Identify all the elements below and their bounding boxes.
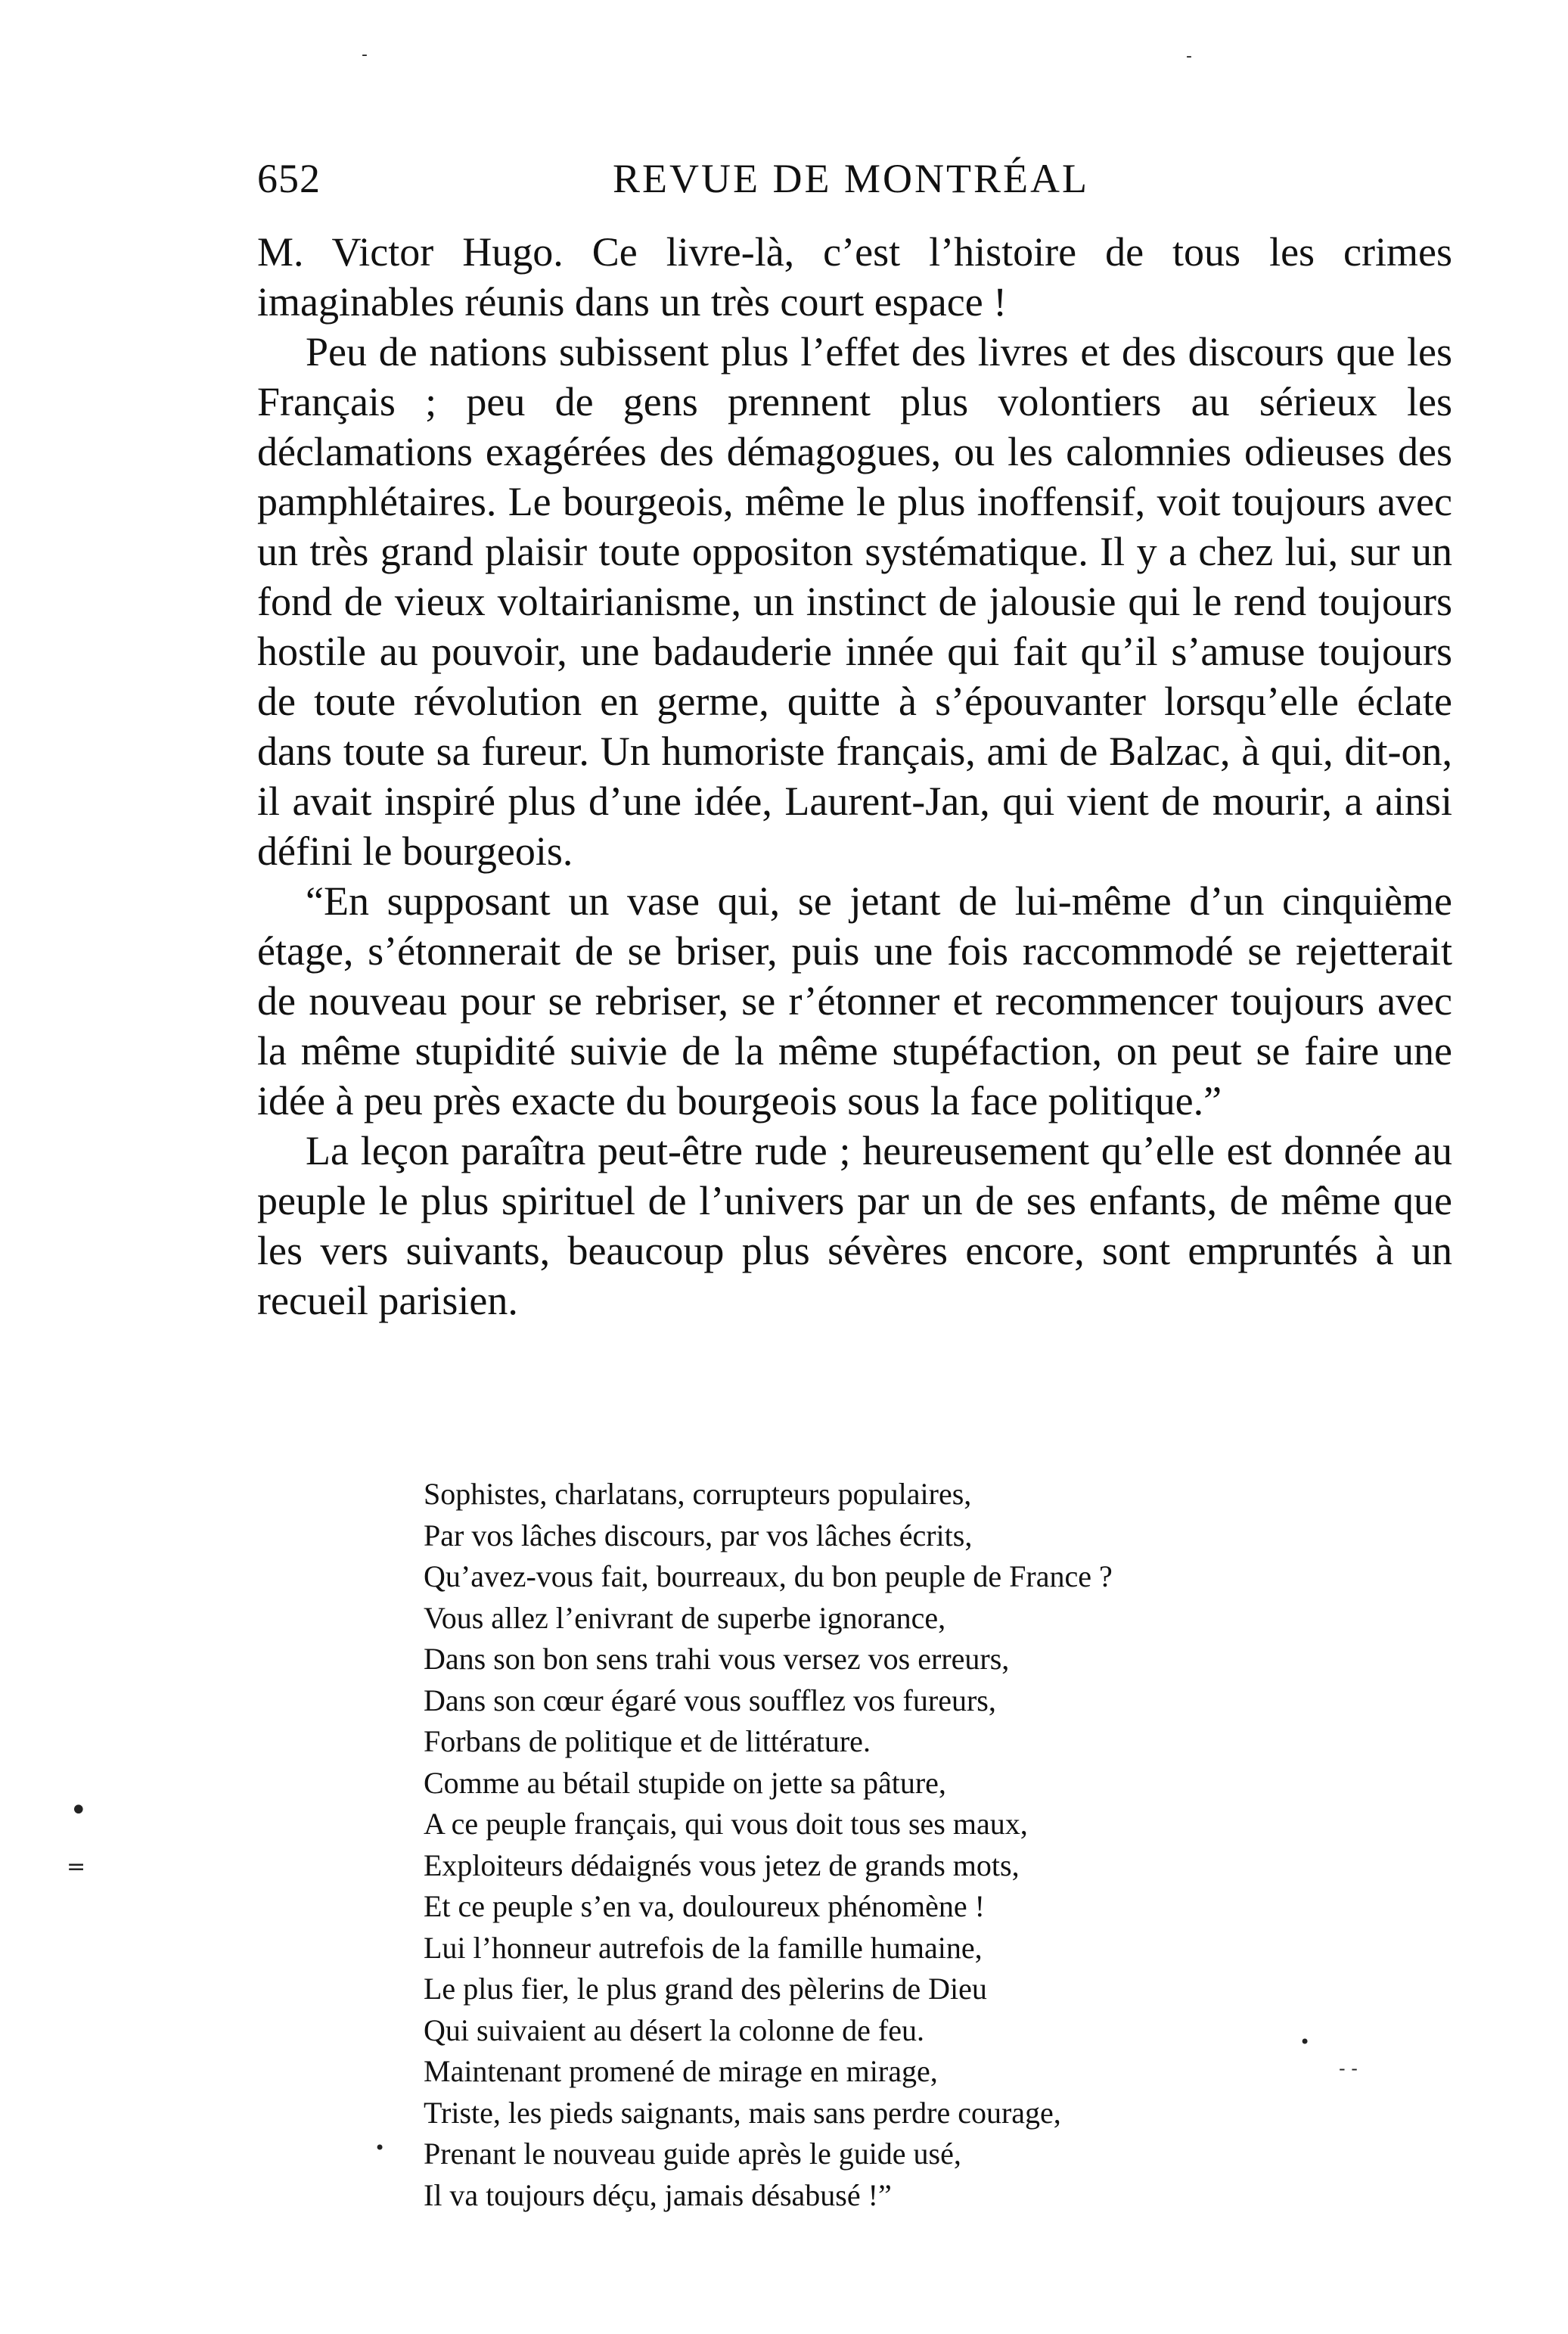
poem-line: Et ce peuple s’en va, douloureux phénomène ! [424,1889,985,1923]
poem-line: Exploiteurs dédaignés vous jetez de grands mots, [424,1848,1020,1882]
paragraph: Peu de nations subissent plus l’effet des livres et des discours que les Français ; peu de gens prennent plus volontiers au sérieux les déclamations exagérées des démagogues, ou les calomnies odieuses des pamphlétaires. Le bourgeois, même le plus inoffensif, voit toujours avec un très grand plaisir toute oppositon systématique. Il y a chez lui, sur un fond de vieux voltairianisme, un instinct de jalousie qui le rend toujours hostile au pouvoir, une badauderie innée qui fait qu’il s’amuse toujours de toute révolution en germe, quitte à s’épouvanter lorsqu’elle éclate dans toute sa fureur. Un humoriste français, ami de Balzac, à qui, dit-on, il avait inspiré plus d’une idée, Laurent-Jan, qui vient de mourir, a ainsi défini le bourgeois. [257,329,1452,874]
poem-line: Prenant le nouveau guide après le guide usé, [424,2137,961,2171]
poem-line: Dans son cœur égaré vous soufflez vos fureurs, [424,1683,996,1717]
scan-speck: - [362,45,368,64]
poem-line: Forbans de politique et de littérature. [424,1724,871,1758]
scan-speck: • [70,1793,88,1828]
scan-speck: - - [1339,2058,1358,2079]
quotation-paragraph: “En supposant un vase qui, se jetant de lui-même d’un cinquième étage, s’étonnerait de se briser, puis une fois raccommodé se rejetterait de nouveau pour se rebriser, se r’étonner et recommencer toujours avec la même stupidité suivie de la même stupéfaction, on peut se faire une idée à peu près exacte du bourgeois sous la face politique.” [257,878,1452,1123]
poem-line: Comme au bétail stupide on jette sa pâture, [424,1765,946,1800]
poem-line: Maintenant promené de mirage en mirage, [424,2054,938,2088]
page-number: 652 [257,156,321,201]
body-text [257,227,1452,1326]
poem-line: Triste, les pieds saignants, mais sans perdre courage, [424,2095,1061,2130]
poem-line: Il va toujours déçu, jamais désabusé !” [424,2177,892,2212]
scan-speck: • [374,2137,386,2158]
running-head: REVUE DE MONTRÉAL [613,156,1089,201]
poem-line: Qu’avez-vous fait, bourreaux, du bon peuple de France ? [424,1559,1113,1593]
scan-speck: • [1299,2031,1311,2053]
poem-line: Lui l’honneur autrefois de la famille humaine, [424,1930,983,1965]
scan-speck: - [1186,47,1192,66]
poem [424,1474,1407,2216]
poem-line: Qui suivaient au désert la colonne de feu. [424,2012,924,2047]
poem-line: Sophistes, charlatans, corrupteurs populaires, [424,1477,972,1511]
paragraph: M. Victor Hugo. Ce livre-là, c’est l’histoire de tous les crimes imaginables réunis dans un très court espace ! [257,229,1452,325]
poem-line: Dans son bon sens trahi vous versez vos erreurs, [424,1642,1010,1676]
poem-line: Le plus fier, le plus grand des pèlerins de Dieu [424,1972,987,2006]
page-header [257,155,1354,216]
poem-line: A ce peuple français, qui vous doit tous ses maux, [424,1807,1028,1841]
paragraph: La leçon paraîtra peut-être rude ; heureusement qu’elle est donnée au peuple le plus spirituel de l’univers par un de ses enfants, de même que les vers suivants, beaucoup plus sévères encore, sont empruntés à un recueil parisien. [257,1128,1452,1323]
scan-speck: = [67,1854,86,1880]
poem-line: Par vos lâches discours, par vos lâches écrits, [424,1518,973,1552]
poem-line: Vous allez l’enivrant de superbe ignorance, [424,1600,946,1635]
